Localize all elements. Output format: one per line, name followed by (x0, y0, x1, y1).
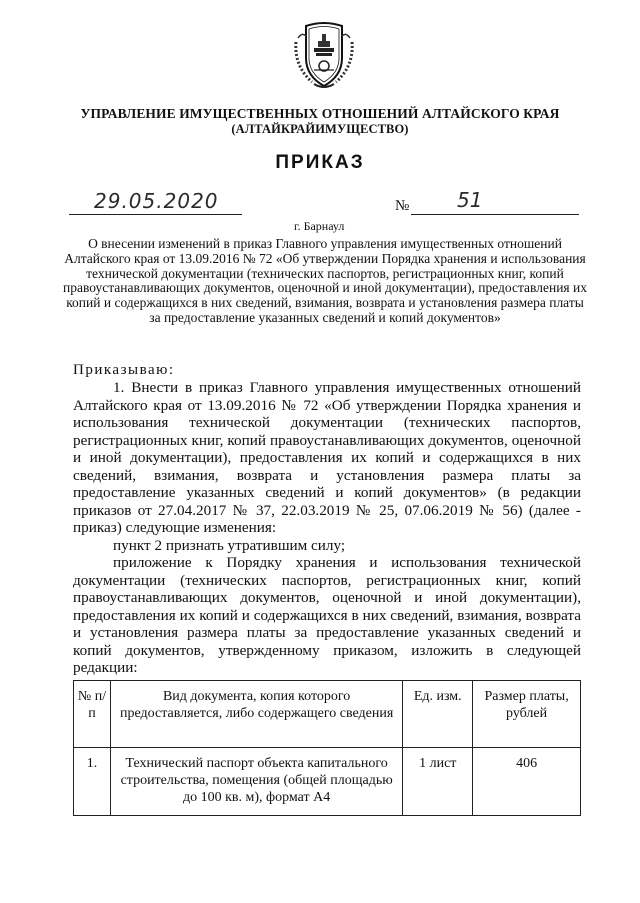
document-date: 29.05.2020 (94, 189, 219, 213)
order-word: Приказываю: (73, 362, 175, 378)
table-header-cell: Ед. изм. (403, 681, 473, 748)
document-body (73, 379, 581, 677)
table-header-row (74, 681, 581, 748)
paragraph-1: 1. Внести в приказ Главного управления имущественных отношений Алтайского края от 13.09.2016 № 72 «Об утверждении Порядка хранения и использования технической документации (технических паспортов, регистрационных книг, копий правоустанавливающих документов, оценочной и иной документации), предоставления их копий и содержащихся в них сведений, взимания, возврата и установления размера платы за предоставление указанных сведений и копий документов» (в редакции приказов от 27.04.2017 № 37, 22.03.2019 № 25, 07.06.2019 № 56) (далее - приказ) следующие изменения: (73, 379, 581, 536)
table-cell: Технический паспорт объекта капитального строительства, помещения (общей площадью до 100 кв. м), формат А4 (110, 748, 402, 816)
city: г. Барнаул (294, 219, 345, 233)
fees-table (73, 680, 581, 816)
number-sign: № (395, 198, 410, 214)
number-underline (411, 214, 579, 215)
table-header-cell: № п/п (74, 681, 111, 748)
document-number: 51 (457, 188, 483, 212)
table-header-cell: Размер платы, рублей (473, 681, 581, 748)
table-cell: 406 (473, 748, 581, 816)
table-header-cell: Вид документа, копия которого предоставляется, либо содержащего сведения (110, 681, 402, 748)
document-subject: О внесении изменений в приказ Главного управления имущественных отношений Алтайского края от 13.09.2016 № 72 «Об утверждении Порядка хранения и использования технической документации (технических паспортов, регистрационных книг, копий правоустанавливающих документов, оценочной и иной документации), предоставления их копий и содержащихся в них сведений, взимания, возврата и установления размера платы за предоставление указанных сведений и копий документов» (63, 236, 587, 325)
date-underline (69, 214, 242, 215)
coat-of-arms-emblem (292, 20, 356, 90)
table-cell: 1. (74, 748, 111, 816)
paragraph-2: пункт 2 признать утратившим силу; (113, 536, 346, 554)
document-title: ПРИКАЗ (275, 152, 365, 173)
paragraph-3: приложение к Порядку хранения и использования технической документации (технических паспортов, регистрационных книг, копий правоустанавливающих документов, оценочной и иной документации), предоставления их копий и содержащихся в них сведений, взимания, возврата и установления размера платы за предоставление указанных сведений и копий документов, утвержденному приказом, изложить в следующей редакции: (73, 554, 581, 676)
organization-name: УПРАВЛЕНИЕ ИМУЩЕСТВЕННЫХ ОТНОШЕНИЙ АЛТАЙСКОГО КРАЯ (80, 106, 560, 121)
table-row (74, 748, 581, 816)
organization-short-name: (АЛТАЙКРАЙИМУЩЕСТВО) (231, 122, 409, 136)
table-cell: 1 лист (403, 748, 473, 816)
